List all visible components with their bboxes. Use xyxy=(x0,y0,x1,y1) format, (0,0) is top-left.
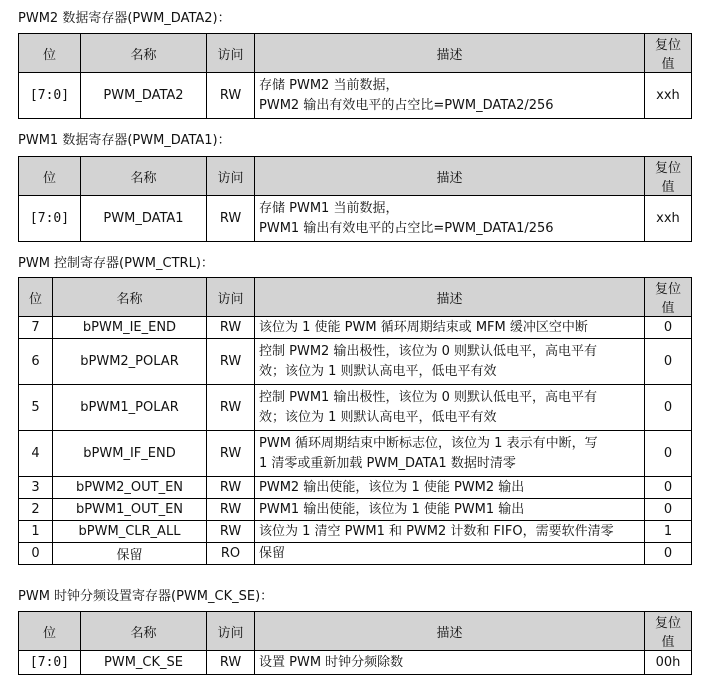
header-name: 名称 xyxy=(81,612,207,651)
access-cell: RW xyxy=(207,521,255,543)
section-title-pwm-data2: PWM2 数据寄存器(PWM_DATA2)： xyxy=(18,11,231,26)
description-line: 效；该位为 1 则默认高电平，低电平有效 xyxy=(259,363,497,379)
name-cell: PWM_CK_SE xyxy=(81,651,207,675)
description-line: 存储 PWM1 当前数据， xyxy=(259,200,399,216)
header-description: 描述 xyxy=(255,612,645,651)
reset-cell: 0 xyxy=(645,431,692,477)
description-cell xyxy=(255,196,645,242)
header-name: 名称 xyxy=(53,278,207,317)
description-cell xyxy=(255,521,645,543)
access-cell: RW xyxy=(207,431,255,477)
section-title-pwm-ctrl: PWM 控制寄存器(PWM_CTRL)： xyxy=(18,256,214,271)
bit-cell: 1 xyxy=(19,521,53,543)
name-cell: bPWM_IF_END xyxy=(53,431,207,477)
header-access: 访问 xyxy=(207,157,255,196)
table-row xyxy=(19,317,692,339)
name-cell: bPWM_CLR_ALL xyxy=(53,521,207,543)
description-line: PWM1 输出使能，该位为 1 使能 PWM1 输出 xyxy=(259,501,525,517)
bit-cell: 6 xyxy=(19,339,53,385)
name-cell: bPWM2_POLAR xyxy=(53,339,207,385)
description-line: 设置 PWM 时钟分频除数 xyxy=(259,654,404,670)
reset-cell: 0 xyxy=(645,385,692,431)
header-access: 访问 xyxy=(207,612,255,651)
reset-cell: xxh xyxy=(645,196,692,242)
section-title-pwm-ck-se: PWM 时钟分频设置寄存器(PWM_CK_SE)： xyxy=(18,589,274,604)
header-bit: 位 xyxy=(19,157,81,196)
bit-cell: 7 xyxy=(19,317,53,339)
bit-cell: 5 xyxy=(19,385,53,431)
bit-cell: 0 xyxy=(19,543,53,565)
register-table-pwm-ck-se xyxy=(18,611,692,675)
register-table-pwm-data1 xyxy=(18,156,692,242)
description-cell xyxy=(255,317,645,339)
description-line: 存储 PWM2 当前数据， xyxy=(259,77,399,93)
bit-cell: [7:0] xyxy=(19,73,81,119)
description-line: PWM2 输出使能，该位为 1 使能 PWM2 输出 xyxy=(259,479,525,495)
access-cell: RW xyxy=(207,651,255,675)
header-reset: 复位值 xyxy=(645,278,692,317)
header-reset: 复位值 xyxy=(645,34,692,73)
table-row xyxy=(19,196,692,242)
access-cell: RW xyxy=(207,73,255,119)
table-row xyxy=(19,543,692,565)
name-cell: bPWM1_POLAR xyxy=(53,385,207,431)
description-line: 控制 PWM1 输出极性，该位为 0 则默认低电平，高电平有 xyxy=(259,389,597,405)
table-row xyxy=(19,651,692,675)
name-cell: bPWM2_OUT_EN xyxy=(53,477,207,499)
access-cell: RO xyxy=(207,543,255,565)
reset-cell: 0 xyxy=(645,339,692,385)
header-bit: 位 xyxy=(19,34,81,73)
header-name: 名称 xyxy=(81,157,207,196)
description-cell xyxy=(255,339,645,385)
description-cell xyxy=(255,431,645,477)
register-table-pwm-ctrl xyxy=(18,277,692,565)
access-cell: RW xyxy=(207,339,255,385)
reset-cell: 0 xyxy=(645,317,692,339)
description-line: PWM 循环周期结束中断标志位，该位为 1 表示有中断，写 xyxy=(259,435,598,451)
description-cell xyxy=(255,651,645,675)
description-line: 该位为 1 清空 PWM1 和 PWM2 计数和 FIFO，需要软件清零 xyxy=(259,523,614,539)
description-line: 效；该位为 1 则默认高电平，低电平有效 xyxy=(259,409,497,425)
name-cell: 保留 xyxy=(53,543,207,565)
table-row xyxy=(19,73,692,119)
header-reset: 复位值 xyxy=(645,157,692,196)
description-cell xyxy=(255,499,645,521)
table-row xyxy=(19,521,692,543)
header-description: 描述 xyxy=(255,157,645,196)
description-line: 控制 PWM2 输出极性，该位为 0 则默认低电平，高电平有 xyxy=(259,343,597,359)
name-cell: PWM_DATA1 xyxy=(81,196,207,242)
reset-cell: 00h xyxy=(645,651,692,675)
header-access: 访问 xyxy=(207,278,255,317)
header-access: 访问 xyxy=(207,34,255,73)
bit-cell: [7:0] xyxy=(19,196,81,242)
access-cell: RW xyxy=(207,385,255,431)
bit-cell: 3 xyxy=(19,477,53,499)
access-cell: RW xyxy=(207,477,255,499)
name-cell: bPWM_IE_END xyxy=(53,317,207,339)
header-description: 描述 xyxy=(255,278,645,317)
description-line: 保留 xyxy=(259,545,286,561)
description-cell xyxy=(255,477,645,499)
access-cell: RW xyxy=(207,196,255,242)
reset-cell: 0 xyxy=(645,499,692,521)
bit-cell: 4 xyxy=(19,431,53,477)
name-cell: PWM_DATA2 xyxy=(81,73,207,119)
table-row xyxy=(19,477,692,499)
bit-cell: [7:0] xyxy=(19,651,81,675)
header-bit: 位 xyxy=(19,278,53,317)
reset-cell: 1 xyxy=(645,521,692,543)
reset-cell: 0 xyxy=(645,543,692,565)
access-cell: RW xyxy=(207,317,255,339)
table-row xyxy=(19,499,692,521)
name-cell: bPWM1_OUT_EN xyxy=(53,499,207,521)
description-cell xyxy=(255,73,645,119)
register-table-pwm-data2 xyxy=(18,33,692,119)
section-title-pwm-data1: PWM1 数据寄存器(PWM_DATA1)： xyxy=(18,133,231,148)
description-line: PWM1 输出有效电平的占空比=PWM_DATA1/256 xyxy=(259,220,554,236)
description-cell xyxy=(255,543,645,565)
header-name: 名称 xyxy=(81,34,207,73)
header-description: 描述 xyxy=(255,34,645,73)
table-row xyxy=(19,339,692,385)
access-cell: RW xyxy=(207,499,255,521)
reset-cell: xxh xyxy=(645,73,692,119)
description-line: PWM2 输出有效电平的占空比=PWM_DATA2/256 xyxy=(259,97,554,113)
header-reset: 复位值 xyxy=(645,612,692,651)
reset-cell: 0 xyxy=(645,477,692,499)
bit-cell: 2 xyxy=(19,499,53,521)
description-line: 该位为 1 使能 PWM 循环周期结束或 MFM 缓冲区空中断 xyxy=(259,319,588,335)
description-line: 1 清零或重新加载 PWM_DATA1 数据时清零 xyxy=(259,455,516,471)
description-cell xyxy=(255,385,645,431)
header-bit: 位 xyxy=(19,612,81,651)
table-row xyxy=(19,431,692,477)
table-row xyxy=(19,385,692,431)
